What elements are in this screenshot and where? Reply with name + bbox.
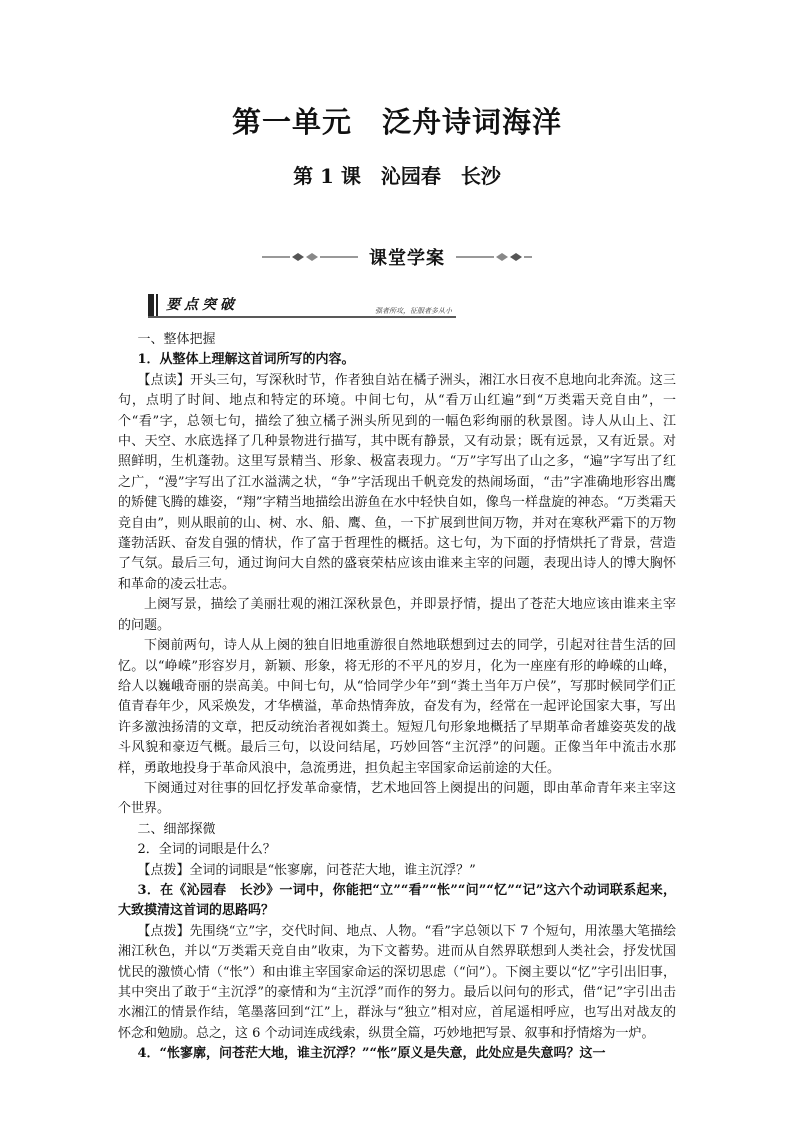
body-text — [118, 330, 676, 1065]
paragraph-4: 下阕通过对往事的回忆抒发革命豪情，艺术地回答上阕提出的问题，即由革命青年来主宰这个世界。 — [118, 780, 676, 817]
answer-3-text: 先围绕“立”字，交代时间、地点、人物。“看”字总领以下 7 个短句，用浓墨大笔描绘湘江秋色，并以“万类霜天竞自由”收束，为下文蓄势。进而从自然界联想到人类社会，抒发忧国忧民的激愤心情（“怅”）和由谁主宰国家命运的深切思虑（“问”）。下阕主要以“忆”字引出旧事，其中突出了敢于“主沉浮”的豪情和为“主沉浮”而作的努力。最后以问句的形式，借“记”字引出击水湘江的情景作结，笔墨落回到“江”上，群泳与“独立”相对应，首尾遥相呼应，也写出对战友的怀念和勉励。总之，这 6 个动词连成线索，纵贯全篇，巧妙地把写景、叙事和抒情熔为一炉。 — [118, 923, 676, 1041]
question-3-text: 3．在《沁园春 长沙》一词中，你能把“立”“看”“怅”“问”“忆”“记”这六个动词联系起来，大致摸清这首词的思路吗？ — [118, 882, 676, 919]
question-1 — [118, 350, 676, 370]
answer-2 — [118, 861, 676, 881]
tag-dian-bo-3: 【点拨】 — [137, 923, 190, 939]
answer-3 — [118, 922, 676, 1044]
paragraph-3: 下阕前两句，诗人从上阕的独自旧地重游很自然地联想到过去的同学，引起对往昔生活的回忆。以“峥嵘”形容岁月，新颖、形象，将无形的不平凡的岁月，化为一座座有形的峥嵘的山峰，给人以巍峨奇丽的崇高美。中间七句，从“恰同学少年”到“粪土当年万户侯”，写那时候同学们正值青春年少，风采焕发，才华横溢，革命热情奔放，奋发有为，经常在一起评论国家大事，写出许多激浊扬清的文章，把反动统治者视如粪土。短短几句形象地概括了早期革命者雄姿英发的战斗风貌和豪迈气概。最后三句，以设问结尾，巧妙回答“主沉浮”的问题。正像当年中流击水那样，勇敢地投身于革命风浪中，急流勇进，担负起主宰国家命运前途的大任。 — [118, 638, 676, 776]
key-points-banner — [148, 292, 456, 320]
heading-detail: 二、细部探微 — [137, 821, 216, 837]
question-3 — [118, 881, 676, 922]
question-1-text: 1．从整体上理解这首词所写的内容。 — [137, 352, 355, 368]
lesson-title: 第 1 课 沁园春 长沙 — [293, 164, 501, 188]
paragraph-1-text: 开头三句，写深秋时节，作者独自站在橘子洲头，湘江水日夜不息地向北奔流。这三句，点明了时间、地点和特定的环境。中间七句，从“看万山红遍”到“万类霜天竞自由”，一个“看”字，总领七句，描绘了独立橘子洲头所见到的一幅色彩绚丽的秋景图。诗人从山上、江中、天空、水底选择了几种景物进行描写，其中既有静景，又有动景；既有远景，又有近景。对照鲜明，生机蓬勃。这里写景精当、形象、极富表现力。“万”字写出了山之多，“遍”字写出了红之广，“漫”字写出了江水溢满之状，“争”字活现出千帆竞发的热闹场面，“击”字准确地形容出鹰的矫健飞腾的雄姿，“翔”字精当地描绘出游鱼在水中轻快自如，像鸟一样盘旋的神态。“万类霜天竞自由”，则从眼前的山、树、水、船、鹰、鱼，一下扩展到世间万物，并对在寒秋严霜下的万物蓬勃活跃、奋发自强的情状，作了富于哲理性的概括。这七句，为下面的抒情烘托了背景，营造了气氛。最后三句，通过询问大自然的盛衰荣枯应该由谁来主宰的问题，表现出诗人的博大胸怀和革命的凌云壮志。 — [118, 372, 676, 592]
unit-title: 第一单元 泛舟诗词海洋 — [231, 105, 562, 139]
paragraph-2: 上阕写景，描绘了美丽壮观的湘江深秋景色，并即景抒情，提出了苍茫大地应该由谁来主宰的问题。 — [118, 597, 676, 633]
banner-title: 要点突破 — [166, 297, 238, 313]
banner-slogan: 强者所攻，征服者多从小 — [375, 307, 452, 315]
section-header — [262, 242, 532, 272]
section-label: 课堂学案 — [369, 248, 445, 269]
question-4-text: 4．“怅寥廓，问苍茫大地，谁主沉浮？”“怅”原义是失意，此处应是失意吗？这一 — [137, 1046, 606, 1062]
tag-dian-bo-2: 【点拨】 — [137, 862, 190, 878]
answer-2-text: 全词的词眼是“怅寥廓，问苍茫大地，谁主沉浮？” — [189, 862, 476, 878]
question-4 — [118, 1044, 676, 1064]
tag-dian-du: 【点读】 — [137, 372, 191, 388]
paragraph-1 — [118, 371, 676, 595]
question-2: 2．全词的词眼是什么？ — [137, 842, 276, 858]
heading-overall: 一、整体把握 — [137, 332, 216, 347]
